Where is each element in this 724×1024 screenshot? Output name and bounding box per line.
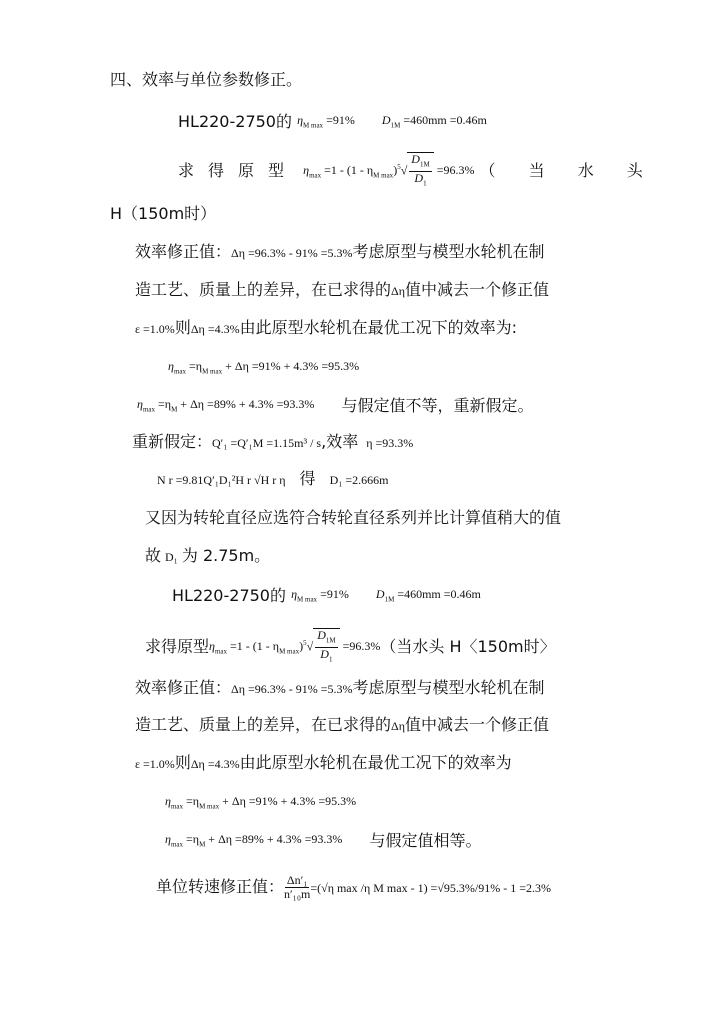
flow-formula: Q′₁ =Q′₁M =1.15m³ / s xyxy=(212,435,322,450)
consider-text-2: 考虑原型与模型水轮机在制 xyxy=(352,678,545,697)
epsilon-formula: ε =1.0% xyxy=(135,321,175,336)
head-condition-text-2: （当水头 H〈150m时〉 xyxy=(380,636,556,656)
prototype-label-2: 求得原型 xyxy=(145,636,210,656)
difference-line-2 xyxy=(135,714,549,737)
optimal-efficiency-text: 由此原型水轮机在最优工况下的效率为: xyxy=(239,318,517,337)
model-params-line xyxy=(178,109,487,136)
section-heading: 四、效率与单位参数修正。 xyxy=(110,70,303,89)
reassume-line xyxy=(132,431,413,454)
delta-eta-symbol: Δη xyxy=(391,283,406,298)
delta-eta-formula: Δη =96.3% - 91% =5.3% xyxy=(231,245,353,260)
consider-text: 考虑原型与模型水轮机在制 xyxy=(352,242,545,261)
prototype-label: 求得原型 xyxy=(178,160,299,180)
unit-speed-correction-line xyxy=(156,874,551,901)
efficiency-correction-line xyxy=(135,241,545,264)
prototype-efficiency-formula: $\eta_{max} =1 - (1 - \eta_{M max})^5√$ $\frac{D_{1M}}{D_1}$ =96.3% xyxy=(303,152,474,191)
prototype-efficiency-formula-2: $\eta_{max} =1 - (1 - \eta_{M max})^5√$ $\frac{D_{1M}}{D_1}$ =96.3% xyxy=(209,628,380,667)
diameter-value-text: 为 2.75m。 xyxy=(181,546,271,565)
then-text-2: 则 xyxy=(174,753,191,772)
model-efficiency-formula: $\eta_{M max} =91\%$ xyxy=(297,113,355,130)
head-condition-text: （ 当 水 头 xyxy=(479,160,657,180)
obtain-text: 得 xyxy=(299,469,316,488)
optimal-efficiency-text-2: 由此原型水轮机在最优工况下的效率为 xyxy=(239,753,512,772)
prototype-efficiency-line-2 xyxy=(145,628,556,667)
unit-speed-label: 单位转速修正值： xyxy=(156,877,285,896)
model-efficiency-formula-2: $\eta_{M max} =91\%$ xyxy=(291,587,349,604)
model-diameter-formula: $D_{1M} =460mm =0.46m$ xyxy=(381,113,487,130)
difference-text-2: 造工艺、质量上的差异，在已求得的 xyxy=(135,715,392,734)
difference-text: 造工艺、质量上的差异，在已求得的 xyxy=(135,280,392,299)
difference-line xyxy=(135,279,549,302)
subtract-text: 值中减去一个修正值 xyxy=(405,280,550,299)
eta-max-formula-4: $\eta_{max} =\eta_M + \Delta\eta =89\% + 4.3\% =93.3\%$ xyxy=(165,832,343,849)
eta-max-formula-2: $\eta_{max} =\eta_M + \Delta\eta =89\% + 4.3\% =93.3\%$ xyxy=(137,397,315,414)
diameter-series-text: 又因为转轮直径应选符合转轮直径系列并比计算值稍大的值 xyxy=(145,508,562,527)
efficiency-label: ,效率 xyxy=(321,432,359,451)
eta-max-formula-3: $\eta_{max} =\eta_{M max} + \Delta\eta =91\% + 4.3\% =95.3\%$ xyxy=(165,794,357,811)
diameter-choice-line xyxy=(145,545,270,568)
eta-max-formula-2-line xyxy=(137,393,533,420)
efficiency-correction-label-2: 效率修正值： xyxy=(135,678,232,697)
diameter-result: D₁ =2.666m xyxy=(329,472,389,487)
reassume-label: 重新假定： xyxy=(132,432,213,451)
eta-max-formula-4-line xyxy=(165,828,481,855)
eta-max-formula-1: $\eta_{max} =\eta_{M max} + \Delta\eta =91\% + 4.3\% =95.3\%$ xyxy=(168,359,360,376)
eta-assumed-value: η =93.3% xyxy=(366,435,414,450)
then-text: 则 xyxy=(174,318,191,337)
subtract-text-2: 值中减去一个修正值 xyxy=(405,715,550,734)
delta-eta-value: Δη =4.3% xyxy=(190,321,240,336)
efficiency-correction-label: 效率修正值： xyxy=(135,242,232,261)
head-condition-cont: H（150m时） xyxy=(110,204,217,223)
delta-eta-value-2: Δη =4.3% xyxy=(190,756,240,771)
prototype-efficiency-line xyxy=(178,152,657,191)
model-params-line-2 xyxy=(172,583,481,610)
therefore-text: 故 xyxy=(145,546,162,565)
model-label: HL220-2750的 xyxy=(178,112,292,132)
model-label-2: HL220-2750的 xyxy=(172,586,286,606)
correction-value-line xyxy=(135,317,517,340)
diameter-symbol: D₁ xyxy=(165,549,178,564)
power-formula: N r =9.81Q′₁D₁²H r √H r η xyxy=(157,472,286,487)
correction-value-line-2 xyxy=(135,752,512,775)
unit-speed-fraction: $\frac{\text{Δn′₁}}{\text{n′₁₀m}}$ xyxy=(284,873,311,901)
equal-text: 与假定值相等。 xyxy=(369,831,482,851)
unit-speed-formula: =(√η max /η M max - 1) =√95.3%/91% - 1 =2.3% xyxy=(310,880,551,895)
model-diameter-formula-2: $D_{1M} =460mm =0.46m$ xyxy=(375,587,481,604)
power-formula-line xyxy=(157,468,389,491)
not-equal-text: 与假定值不等，重新假定。 xyxy=(341,396,534,416)
epsilon-formula-2: ε =1.0% xyxy=(135,756,175,771)
efficiency-correction-line-2 xyxy=(135,677,545,700)
delta-eta-symbol-2: Δη xyxy=(391,718,406,733)
delta-eta-formula-2: Δη =96.3% - 91% =5.3% xyxy=(231,681,353,696)
